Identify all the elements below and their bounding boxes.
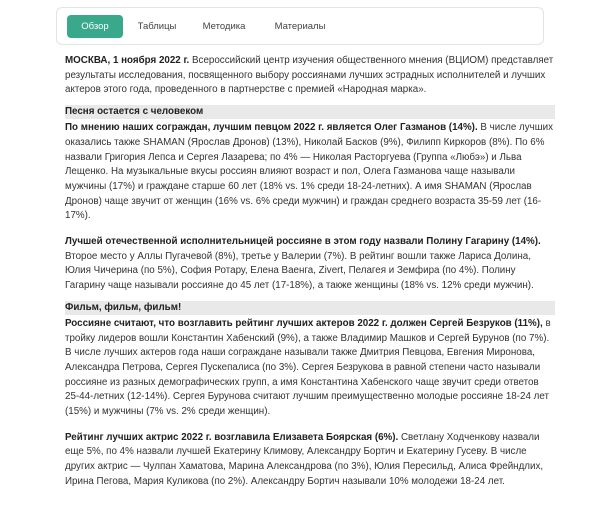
article-content xyxy=(65,54,555,490)
section-heading-songs: Песня остается с человеком xyxy=(65,105,555,119)
tab-overview[interactable]: Обзор xyxy=(67,15,123,38)
paragraph-text: В числе лучших оказались также SHAMAN (Ярослав Дронов) (13%), Николай Басков (9%), Филипп Киркоров (8%). По 6% назвали Григория Лепса и Сергея Лазарева; по 4% — Николая Расторгуева (Группа «Любэ») и Льва Лещенко. На музыкальные вкусы россиян влияют возраст и пол, Олега Газманова чаще называли мужчины (17%) и граждане старше 60 лет (18% vs. 1% среди 18-24-летних). А имя SHAMAN (Ярослав Дронов) чаще звучит от женщин (16% vs. 6% среди мужчин) и граждан среднего возраста 35-59 лет (16-17%). xyxy=(65,122,553,222)
paragraph-lead: По мнению наших сограждан, лучшим певцом 2022 г. является Олег Газманов (14%). xyxy=(65,122,478,134)
intro-lead: МОСКВА, 1 ноября 2022 г. xyxy=(65,55,190,66)
paragraph-best-female-singer xyxy=(65,235,555,294)
section-heading-films: Фильм, фильм, фильм! xyxy=(65,301,555,315)
tab-tables[interactable]: Таблицы xyxy=(137,21,177,32)
paragraph-text: Второе место у Аллы Пугачевой (8%), третье у Валерии (7%). В рейтинг вошли также Лариса Долина, Юлия Чичерина (по 5%), София Ротару, Елена Ваенга, Zivert, Пелагея и Земфира (по 4%). Полину Гагарину чаще называли россияне до 45 лет (17-18%), а также женщины (18% vs. 12% среди мужчин). xyxy=(65,250,534,292)
paragraph-lead: Лучшей отечественной исполнительницей россияне в этом году назвали Полину Гагарину (14%). xyxy=(65,236,541,248)
tab-methodology[interactable]: Методика xyxy=(202,21,246,32)
paragraph-lead: Рейтинг лучших актрис 2022 г. возглавила Елизавета Боярская (6%). xyxy=(65,431,399,443)
tabs-bar xyxy=(56,7,544,45)
intro-paragraph xyxy=(65,54,555,98)
paragraph-best-actress xyxy=(65,431,555,490)
intro-text: Всероссийский центр изучения общественного мнения (ВЦИОМ) представляет результаты исследования, посвященного выбору россиянами лучших эстрадных исполнителей и лучших актеров этого года, проведенного в партнерстве с премией «Народная марка». xyxy=(65,55,554,96)
paragraph-best-singer xyxy=(65,121,555,224)
tab-materials[interactable]: Материалы xyxy=(274,21,326,32)
paragraph-best-actor xyxy=(65,317,555,420)
paragraph-lead: Россияне считают, что возглавить рейтинг лучших актеров 2022 г. должен Сергей Безруков (11%), xyxy=(65,317,543,329)
paragraph-text: Светлану Ходченкову назвали еще 5%, по 4% назвали лучшей Екатерину Климову, Александру Бортич и Екатерину Гусеву. В числе других актрис — Чулпан Хаматова, Марина Александрова (по 3%), Юлия Пересильд, Алиса Фрейндлих, Ирина Пегова, Мария Куликова (по 2%). Александру Бортич называли 10% молодежи 18-24 лет. xyxy=(65,431,544,487)
paragraph-text: в тройку лидеров вошли Константин Хабенский (9%), а также Владимир Машков и Сергей Бурунов (по 7%). В числе лучших актеров года наши сограждане называли также Дмитрия Певцова, Евгения Миронова, Александра Петрова, Сергея Пускепалиса (по 3%). Сергея Безрукова в равной степени часто называли россияне из разных демографических групп, а имя Константина Хабенского чаще звучит среди ответов 25-44-летних (12-14%). Сергея Бурунова считают лучшим преимущественно молодые россияне 18-24 лет (15%) и мужчины (7% vs. 2% среди женщин). xyxy=(65,317,551,418)
